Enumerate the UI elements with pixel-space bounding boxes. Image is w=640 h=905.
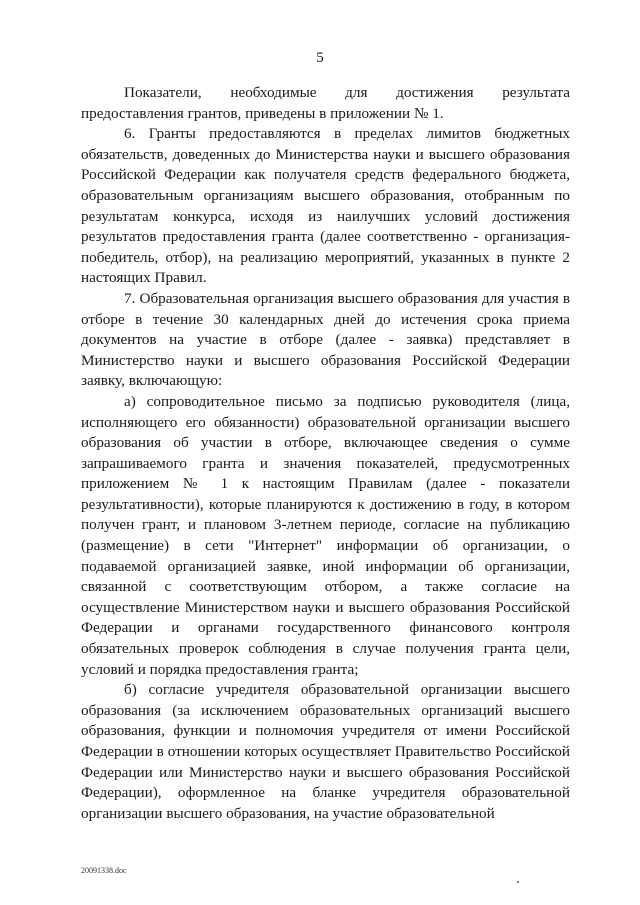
scan-speck bbox=[517, 881, 519, 883]
paragraph-6-grants: 6. Гранты предоставляются в пределах лимитов бюджетных обязательств, доведенных до Министерства науки и высшего образования Российской Федерации как получателя средств федерального бюджета, образовательным организациям высшего образования, отобранным по результатам конкурса, исходя из наилучших условий достижения результатов предоставления гранта (далее соответственно - организация-победитель, отбор), на реализацию мероприятий, указанных в пункте 2 настоящих Правил. bbox=[81, 125, 570, 287]
page-number: 5 bbox=[316, 50, 324, 66]
paragraph-7b-founder-consent: б) согласие учредителя образовательной организации высшего образования (за исключением образовательных организаций высшего образования, функции и полномочия учредителя от имени Российской Федерации в отношении которых осуществляет Правительство Российской Федерации или Министерство науки и высшего образования Российской Федерации), оформленное на бланке учредителя образовательной организации высшего образования, на участие образовательной bbox=[81, 681, 570, 822]
paragraph-7-application: 7. Образовательная организация высшего образования для участия в отборе в течение 30 календарных дней до истечения срока приема документов на участие в отборе (далее - заявка) представляет в Министерство науки и высшего образования Российской Федерации заявку, включающую: bbox=[81, 289, 570, 390]
paragraph-7a-cover-letter: а) сопроводительное письмо за подписью руководителя (лица, исполняющего его обязанности) образовательной организации высшего образования об участии в отборе, включающее сведения о сумме запрашиваемого гранта и значения показателей, предусмотренных приложением № 1 к настоящим Правилам (далее - показатели результативности), которые планируются к достижению в году, в котором получен грант, и плановом 3-летнем периоде, согласие на публикацию (размещение) в сети "Интернет" информации об организации, о подаваемой организацией заявке, иной информации об организации, связанной с соответствующим отбором, а также согласие на осуществление Министерством науки и высшего образования Российской Федерации и органами государственного финансового контроля обязательных проверок соблюдения в случае получения гранта цели, условий и порядка предоставления гранта; bbox=[81, 392, 570, 678]
footer-file-code: 20091338.doc bbox=[81, 866, 127, 875]
document-body bbox=[81, 83, 570, 824]
paragraph-indicators: Показатели, необходимые для достижения результата предоставления грантов, приведены в приложении № 1. bbox=[81, 84, 570, 122]
